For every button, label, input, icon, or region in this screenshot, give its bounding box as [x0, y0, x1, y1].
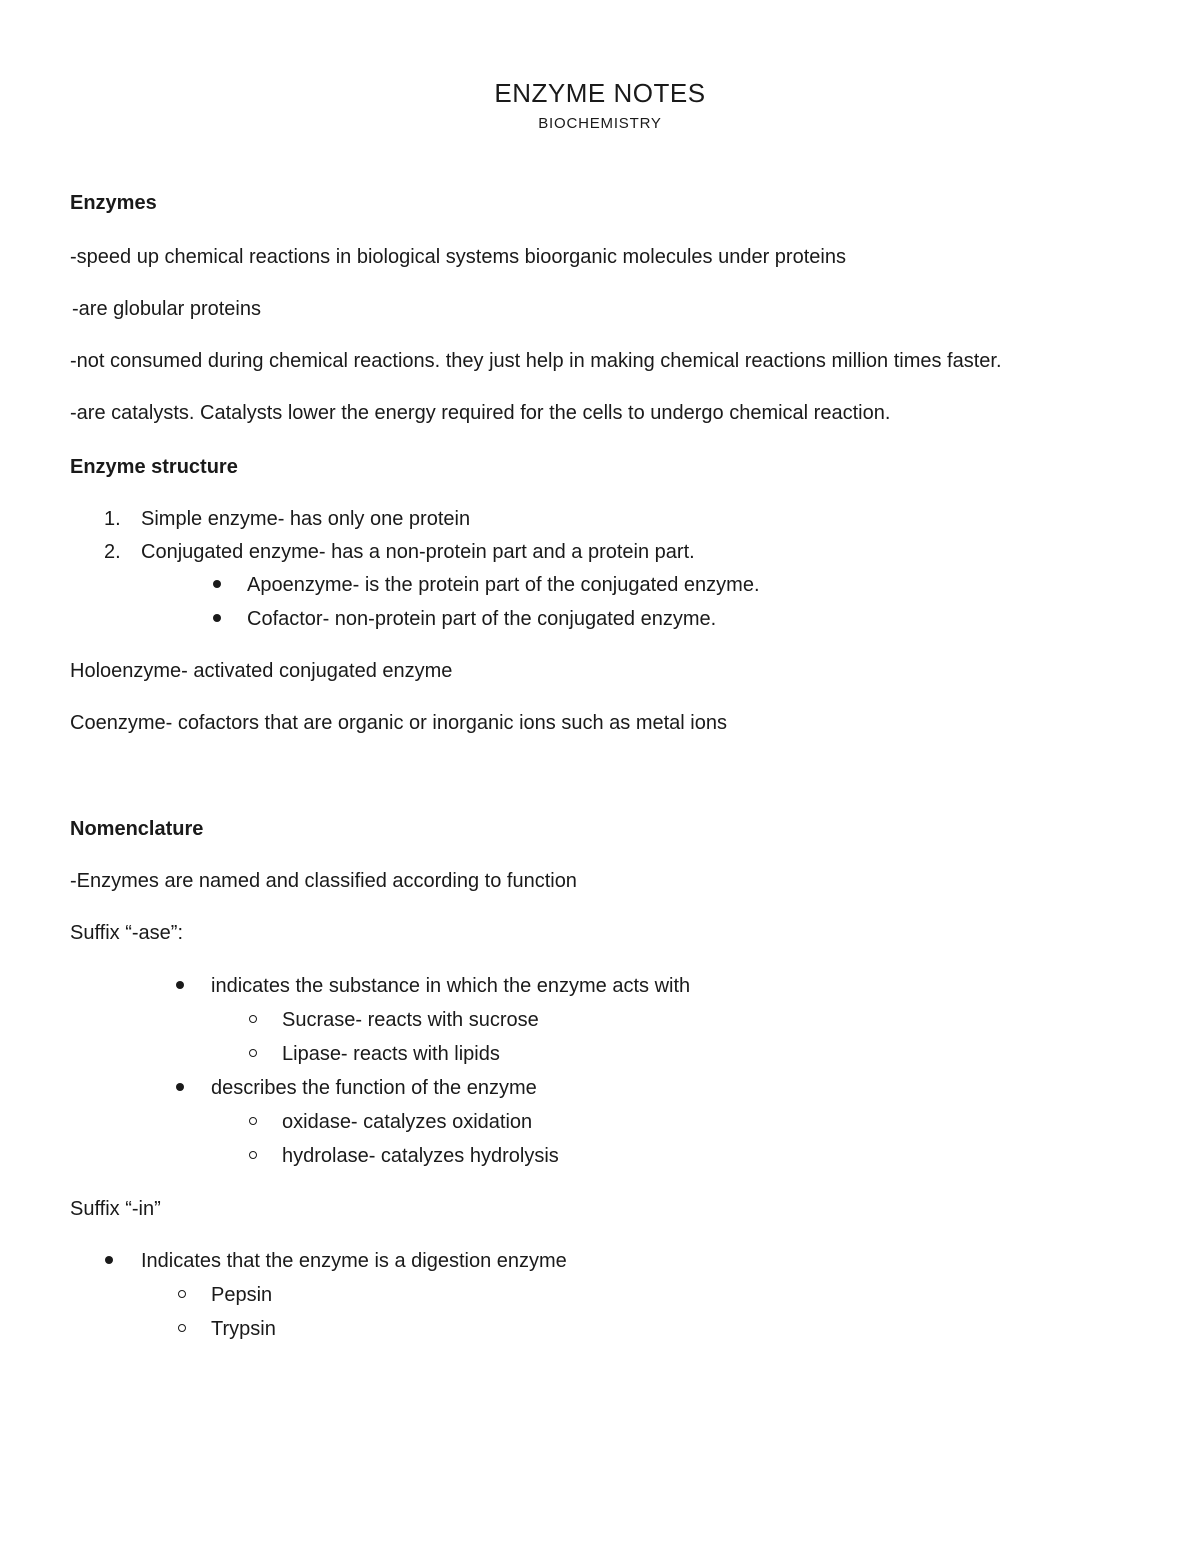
bullet-ring-icon [249, 1015, 257, 1023]
bullet-dot-icon [213, 614, 221, 622]
sub-bullet-apoenzyme: Apoenzyme- is the protein part of the conjugated enzyme. [247, 574, 760, 596]
sub-item-oxidase: oxidase- catalyzes oxidation [282, 1111, 533, 1133]
sub-bullet-cofactor: Cofactor- non-protein part of the conjugated enzyme. [247, 608, 717, 630]
numbered-marker: 1. [104, 508, 121, 530]
enzymes-line-4: -are catalysts. Catalysts lower the energy required for the cells to undergo chemical reaction. [70, 402, 891, 424]
bullet-function: describes the function of the enzyme [211, 1077, 537, 1099]
bullet-dot-icon [213, 580, 221, 588]
bullet-substance: indicates the substance in which the enzyme acts with [211, 975, 691, 997]
nomenclature-heading: Nomenclature [70, 818, 204, 840]
coenzyme-line: Coenzyme- cofactors that are organic or inorganic ions such as metal ions [70, 712, 727, 734]
bullet-digestion: Indicates that the enzyme is a digestion enzyme [141, 1250, 567, 1272]
bullet-ring-icon [178, 1290, 186, 1298]
bullet-ring-icon [249, 1049, 257, 1057]
suffix-ase-label: Suffix “-ase”: [70, 922, 183, 944]
suffix-in-label: Suffix “-in” [70, 1198, 161, 1220]
enzymes-line-2: -are globular proteins [72, 298, 261, 320]
numbered-item-conjugated: Conjugated enzyme- has a non-protein part and a protein part. [141, 541, 695, 563]
nomenclature-intro: -Enzymes are named and classified according to function [70, 870, 577, 892]
sub-item-pepsin: Pepsin [211, 1284, 273, 1306]
enzymes-line-3: -not consumed during chemical reactions. they just help in making chemical reactions million times faster. [70, 350, 1002, 372]
bullet-ring-icon [178, 1324, 186, 1332]
sub-item-sucrase: Sucrase- reacts with sucrose [282, 1009, 539, 1031]
document-subtitle: BIOCHEMISTRY [538, 115, 662, 132]
numbered-marker: 2. [104, 541, 121, 563]
bullet-ring-icon [249, 1117, 257, 1125]
numbered-item-simple: Simple enzyme- has only one protein [141, 508, 471, 530]
structure-heading: Enzyme structure [70, 456, 238, 478]
bullet-ring-icon [249, 1151, 257, 1159]
bullet-dot-icon [176, 1083, 184, 1091]
sub-item-trypsin: Trypsin [211, 1318, 276, 1340]
sub-item-lipase: Lipase- reacts with lipids [282, 1043, 500, 1065]
document-title: ENZYME NOTES [494, 78, 706, 108]
enzymes-heading: Enzymes [70, 192, 157, 214]
sub-item-hydrolase: hydrolase- catalyzes hydrolysis [282, 1145, 559, 1167]
enzymes-line-1: -speed up chemical reactions in biological systems bioorganic molecules under proteins [70, 246, 846, 268]
bullet-dot-icon [176, 981, 184, 989]
holoenzyme-line: Holoenzyme- activated conjugated enzyme [70, 660, 453, 682]
bullet-dot-icon [105, 1256, 113, 1264]
